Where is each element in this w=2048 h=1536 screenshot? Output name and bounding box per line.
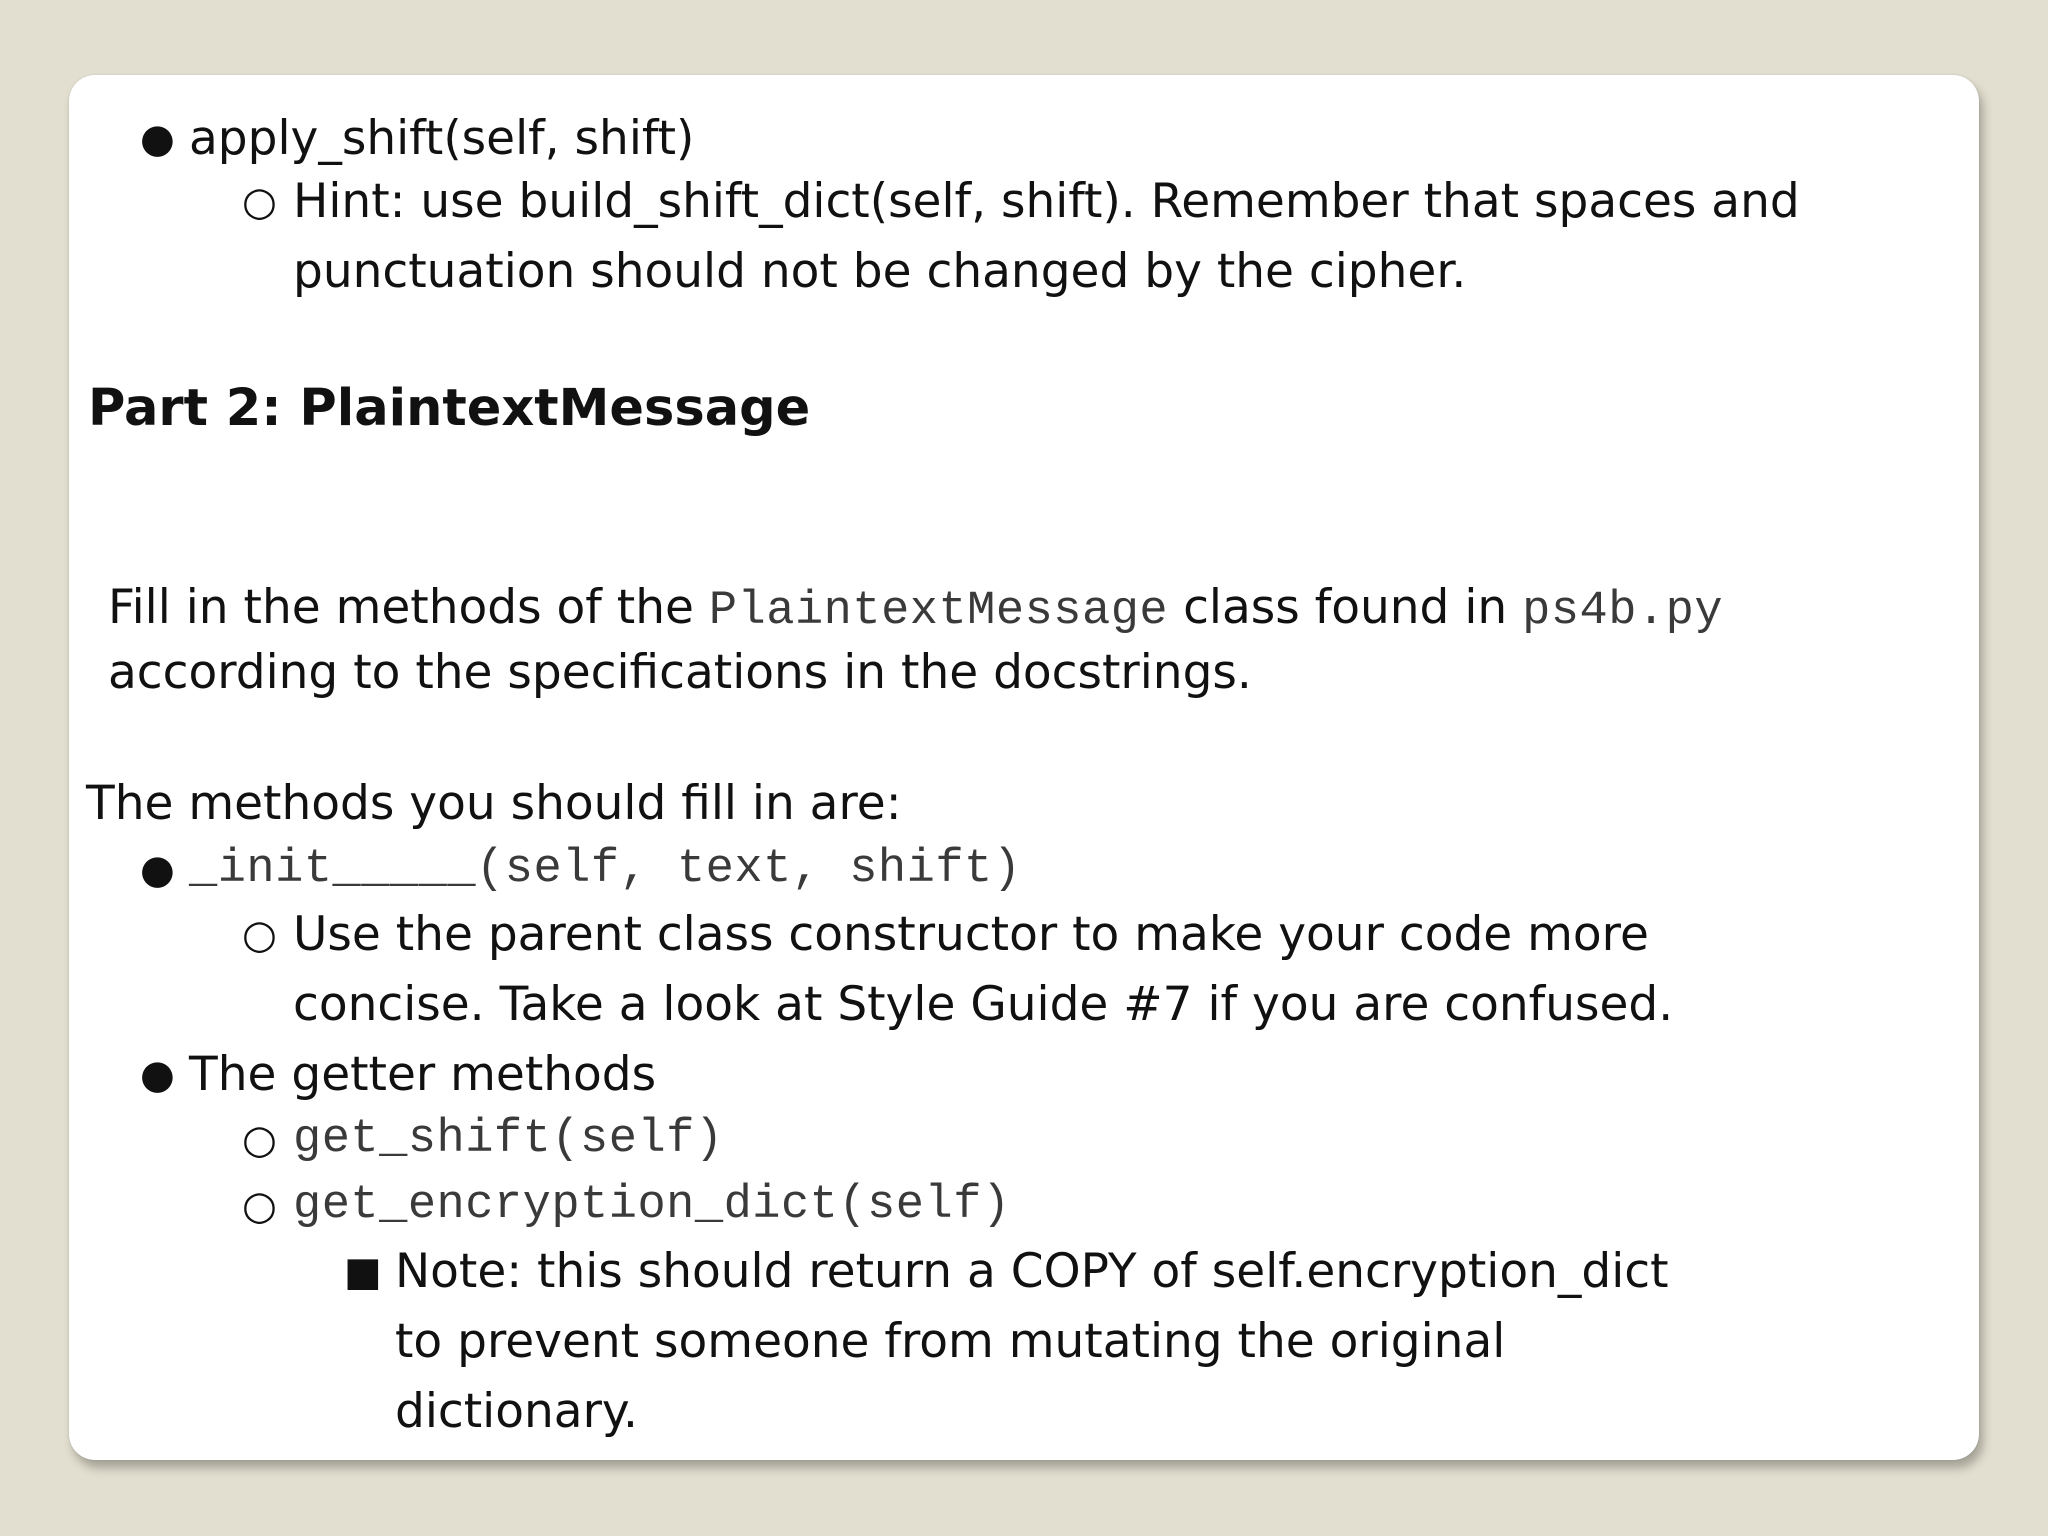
apply-shift-text: apply_shift(self, shift) — [189, 111, 695, 166]
bullet-circle: ○ — [242, 179, 277, 225]
parent-constructor-line-1: Use the parent class constructor to make your code more — [293, 907, 1649, 962]
bullet-disc: ● — [140, 1052, 175, 1098]
bullet-circle: ○ — [242, 912, 277, 958]
hint-line-1: Hint: use build_shift_dict(self, shift). Remember that spaces and — [293, 174, 1800, 229]
get-shift-signature: get_shift(self) — [293, 1113, 724, 1166]
methods-intro: The methods you should fill in are: — [86, 776, 902, 831]
code-ps4b-py: ps4b.py — [1522, 585, 1724, 638]
note-line-1: Note: this should return a COPY of self.encryption_dict — [395, 1244, 1669, 1299]
hint-line-2: punctuation should not be changed by the cipher. — [293, 244, 1467, 299]
init-signature: _init_____(self, text, shift) — [189, 843, 1022, 896]
parent-constructor-line-2: concise. Take a look at Style Guide #7 if you are confused. — [293, 977, 1674, 1032]
fill-in-line-1 — [108, 578, 1723, 642]
get-encryption-dict-signature: get_encryption_dict(self) — [293, 1179, 1011, 1232]
bullet-circle: ○ — [242, 1117, 277, 1163]
fill-in-text-b: class found in — [1168, 580, 1523, 635]
bullet-square: ■ — [344, 1249, 382, 1295]
bullet-disc: ● — [140, 116, 175, 162]
bullet-circle: ○ — [242, 1183, 277, 1229]
slide-content — [69, 75, 1979, 1460]
getter-methods-text: The getter methods — [189, 1047, 657, 1102]
bullet-disc: ● — [140, 847, 175, 893]
note-line-3: dictionary. — [395, 1384, 638, 1439]
fill-in-text-a: Fill in the methods of the — [108, 580, 709, 635]
note-line-2: to prevent someone from mutating the original — [395, 1314, 1506, 1369]
fill-in-line-2: according to the specifications in the docstrings. — [108, 645, 1252, 700]
part2-heading: Part 2: PlaintextMessage — [88, 379, 811, 438]
code-plaintextmessage: PlaintextMessage — [708, 585, 1169, 638]
